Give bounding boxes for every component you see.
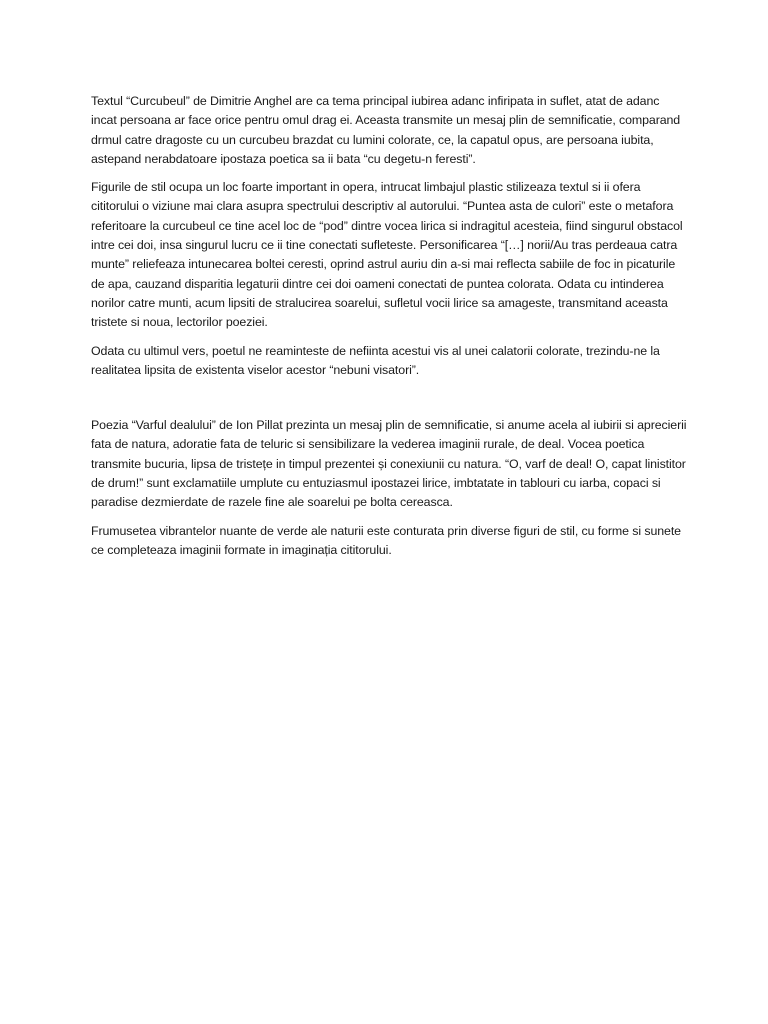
paragraph-2: Figurile de stil ocupa un loc foarte important in opera, intrucat limbajul plastic stilizeaza textul si ii ofera cititorului o viziune mai clara asupra spectrului descriptiv al autorului. “Puntea asta de culori” este o metafora referitoare la curcubeul ce tine acel loc de “pod” dintre vocea lirica si indragitul acesteia, fiind singurul obstacol intre cei doi, insa singurul lucru ce ii tine conectati sufleteste. Personificarea “[…] norii/Au tras perdeaua catra munte” reliefeaza intunecarea boltei ceresti, oprind astrul auriu din a-si mai reflecta sabiile de foc in picaturile de apa, cauzand disparitia legaturii dintre cei doi oameni conectati de puntea colorata. Odata cu intinderea norilor catre munti, acum lipsiti de stralucirea soarelui, sufletul vocii lirice sa amageste, transmitand aceasta tristete si noua, lectorilor poeziei. <box>91 180 683 330</box>
document-body <box>91 92 687 569</box>
paragraph-1: Textul “Curcubeul” de Dimitrie Anghel are ca tema principal iubirea adanc infiripata in suflet, atat de adanc incat persoana ar face orice pentru omul drag ei. Aceasta transmite un mesaj plin de semnificatie, comparand drmul catre dragoste cu un curcubeu brazdat cu lumini colorate, ce, la capatul opus, are persoana iubita, astepand nerabdatoare ipostaza poetica sa ii bata “cu degetu-n feresti”. <box>91 94 681 166</box>
paragraph-4: Poezia “Varful dealului” de Ion Pillat prezinta un mesaj plin de semnificatie, si anume acela al iubirii si aprecierii fata de natura, adoratie fata de teluric si sensibilizare la vederea imaginii rurale, de deal. Vocea poetica transmite bucuria, lipsa de tristețe in timpul prezentei și conexiunii cu natura. “O, varf de deal! O, capat linistitor de drum!” sunt exclamatiile umplute cu entuziasmul ipostazei lirice, imbtatate in tablouri cu iarba, copaci si paradise dezmierdate de razele fine ale soarelui pe bolta cereasca. <box>91 418 687 510</box>
paragraph-5: Frumusetea vibrantelor nuante de verde ale naturii este conturata prin diverse figuri de stil, cu forme si sunete ce completeaza imaginii formate in imaginația cititorului. <box>91 523 681 557</box>
paragraph-3: Odata cu ultimul vers, poetul ne reaminteste de nefiinta acestui vis al unei calatorii colorate, trezindu-ne la realitatea lipsita de existenta viselor acestor “nebuni visatori”. <box>91 343 660 377</box>
